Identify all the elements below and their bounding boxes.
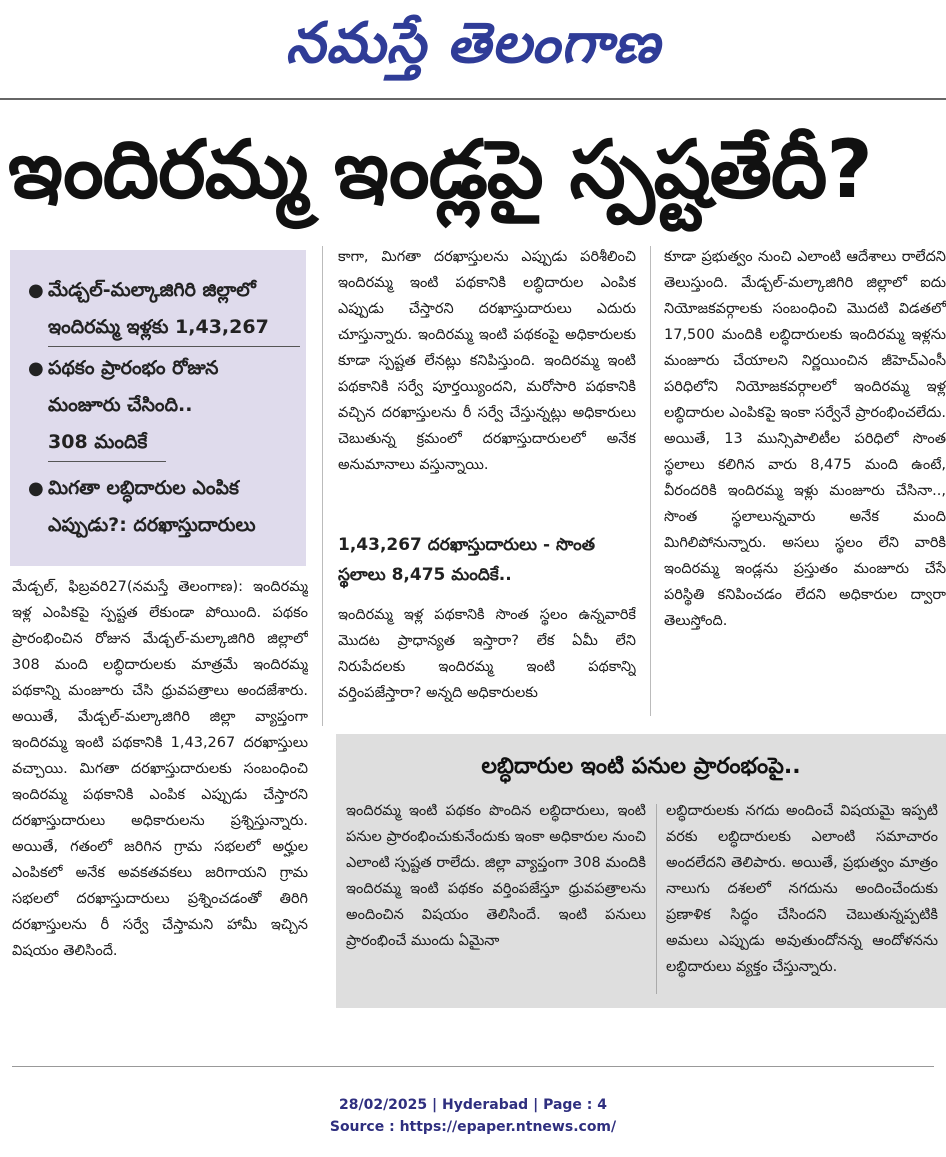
highlight-line: ఇందిరమ్మ ఇళ్లకు 1,43,267	[48, 309, 300, 347]
masthead-title: నమస్తే తెలంగాణ	[285, 11, 661, 76]
article-column-3: కూడా ప్రభుత్వం నుంచి ఎలాంటి ఆదేశాలు రాలేదని తెలుస్తుంది. మేడ్చల్-మల్కాజిగిరి జిల్లాలో ఐదు నియోజకవర్గాలకు సంబంధించి మొదటి విడతలో 17,500 మందికి లబ్ధిదారులకు ఇందిరమ్మ ఇళ్లను మంజూరు చేయాలని నిర్ణయించిన జీహెచ్ఎంసీ పరిధిలోని నియోజకవర్గాలలో ఇందిరమ్మ ఇళ్ల లబ్ధిదారుల ఎంపికపై ఇంకా సర్వేనే ప్రారంభించలేదు. అయితే, 13 మున్సిపాలిటీల పరిధిలో సొంత స్థలాలు కలిగిన వారు 8,475 మంది ఉంటే, వీరందరికి ఇందిరమ్మ ఇళ్లు మంజూరు చేసినా.., సొంత స్థలాలున్నవారు అనేక మంది మిగిలిపోనున్నారు. అసలు స్థలం లేని వారికి ఇందిరమ్మ ఇండ్లను ప్రస్తుతం మంజూరు చేసే పరిస్థితి కనిపించడం లేదని అధికారుల ద్వారా తెలుస్తోంది.	[664, 249, 946, 629]
column-divider	[650, 246, 651, 716]
footer-source: Source : https://epaper.ntnews.com/	[329, 1119, 617, 1135]
highlight-item	[28, 350, 300, 462]
sidebar-story-right: లబ్ధిదారులకు నగదు అందించే విషయమై ఇప్పటి వరకు లబ్ధిదారులకు ఎలాంటి సమాచారం అందలేదని తెలిపారు. అయితే, ప్రభుత్వం మాత్రం నాలుగు దశలలో నగదును అందించేందుకు ప్రణాళిక సిద్ధం చేసిందని చెబుతున్నప్పటికి అమలు ఎప్పుడు అవుతుందోనన్న ఆందోళనను లబ్ధిదారులు వ్యక్తం చేస్తున్నారు.	[666, 803, 938, 975]
highlight-line: మేడ్చల్-మల్కాజిగిరి జిల్లాలో	[48, 279, 256, 301]
footer-divider	[12, 1066, 934, 1067]
newspaper-masthead	[0, 0, 946, 92]
highlight-item	[28, 272, 300, 347]
highlight-line: మిగతా లబ్ధిదారుల ఎంపిక	[48, 477, 239, 499]
highlight-item	[28, 470, 300, 544]
column-divider	[322, 246, 323, 726]
article-column-1: మేడ్చల్, ఫిబ్రవరి27(నమస్తే తెలంగాణ): ఇందిరమ్మ ఇళ్ల ఎంపికపై స్పష్టత లేకుండా పోయింది. పథకం ప్రారంభించిన రోజున మేడ్చల్-మల్కాజిగిరి జిల్లాలో 308 మంది లబ్ధిదారులకు మాత్రమే ఇందిరమ్మ పథకాన్ని మంజూరు చేసి ధ్రువపత్రాలు అందజేశారు. అయితే, మేడ్చల్-మల్కాజిగిరి జిల్లా వ్యాప్తంగా ఇందిరమ్మ ఇంటి పథకానికి 1,43,267 దరఖాస్తులు వచ్చాయి. మిగతా దరఖాస్తుదారులకు సంబంధించి ఇందిరమ్మ పథకానికి ఎంపిక ఎప్పుడు చేస్తారని దరఖాస్తుదారులు అధికారులను ప్రశ్నిస్తున్నారు. అయితే, గతంలో జరిగిన గ్రామ సభలలో అర్హుల ఎంపికలో అనేక అవకతవకలు జరిగాయని గ్రామ సభలలో దరఖాస్తుదారులు ప్రశ్నించడంతో తిరిగి దరఖాస్తులను రీ సర్వే చేస్తామని హామీ ఇచ్చిన విషయం తెలిసిందే.	[12, 579, 308, 959]
article-column-2-bottom: ఇందిరమ్మ ఇళ్ల పథకానికి సొంత స్థలం ఉన్నవారికే మొదట ప్రాధాన్యత ఇస్తారా? లేక ఏమీ లేని నిరుపేదలకు ఇందిరమ్మ ఇంటి పథకాన్ని వర్తింపజేస్తారా? అన్నది అధికారులకు	[338, 607, 636, 701]
article-headline: ఇందిరమ్మ ఇండ్లపై స్పష్టతేదీ?	[8, 123, 872, 216]
sidebar-story-box	[336, 734, 946, 1008]
article-subheading: 1,43,267 దరఖాస్తుదారులు - సొంత స్థలాలు 8,475 మందికే..	[338, 535, 595, 585]
masthead-divider	[0, 98, 946, 100]
bullet-icon: ●	[28, 280, 44, 301]
highlight-line: ఎప్పుడు?: దరఖాస్తుదారులు	[48, 514, 256, 536]
column-divider	[656, 804, 657, 994]
footer-dateline: 28/02/2025 | Hyderabad | Page : 4	[338, 1097, 608, 1113]
highlight-line: 308 మందికే	[48, 424, 166, 462]
sidebar-story-left: ఇందిరమ్మ ఇంటి పథకం పొందిన లబ్ధిదారులు, ఇంటి పనుల ప్రారంభించుకునేందుకు ఇంకా అధికారుల నుంచి ఎలాంటి స్పష్టత రాలేదు. జిల్లా వ్యాప్తంగా 308 మందికి ఇందిరమ్మ ఇంటి పథకం వర్తింపజేస్తూ ధ్రువపత్రాలను అందించిన విషయం తెలిసిందే. ఇంటి పనులు ప్రారంభించే ముందు ఏమైనా	[346, 803, 646, 949]
bullet-icon: ●	[28, 358, 44, 379]
bullet-icon: ●	[28, 478, 44, 499]
highlight-line: పథకం ప్రారంభం రోజున	[48, 357, 219, 379]
highlights-box	[10, 250, 306, 566]
highlight-line: మంజూరు చేసింది..	[48, 394, 193, 416]
sidebar-story-title: లబ్ధిదారుల ఇంటి పనుల ప్రారంభంపై..	[481, 754, 801, 779]
article-column-2-top: కాగా, మిగతా దరఖాస్తులను ఎప్పుడు పరిశీలించి ఇందిరమ్మ ఇంటి పథకానికి లబ్ధిదారుల ఎంపిక ఎప్పుడు చేస్తారని దరఖాస్తుదారులు ఎదురు చూస్తున్నారు. ఇందిరమ్మ ఇంటి పథకంపై అధికారులకు కూడా స్పష్టత లేనట్లు కనిపిస్తుంది. ఇందిరమ్మ ఇంటి పథకానికి సర్వే పూర్తయ్యిందని, మరోసారి పథకానికి వచ్చిన దరఖాస్తులను రీ సర్వే చేస్తున్నట్లు అధికారులు చెబుతున్న క్రమంలో దరఖాస్తుదారులలో అనేక అనుమానాలు వస్తున్నాయి.	[338, 249, 636, 473]
